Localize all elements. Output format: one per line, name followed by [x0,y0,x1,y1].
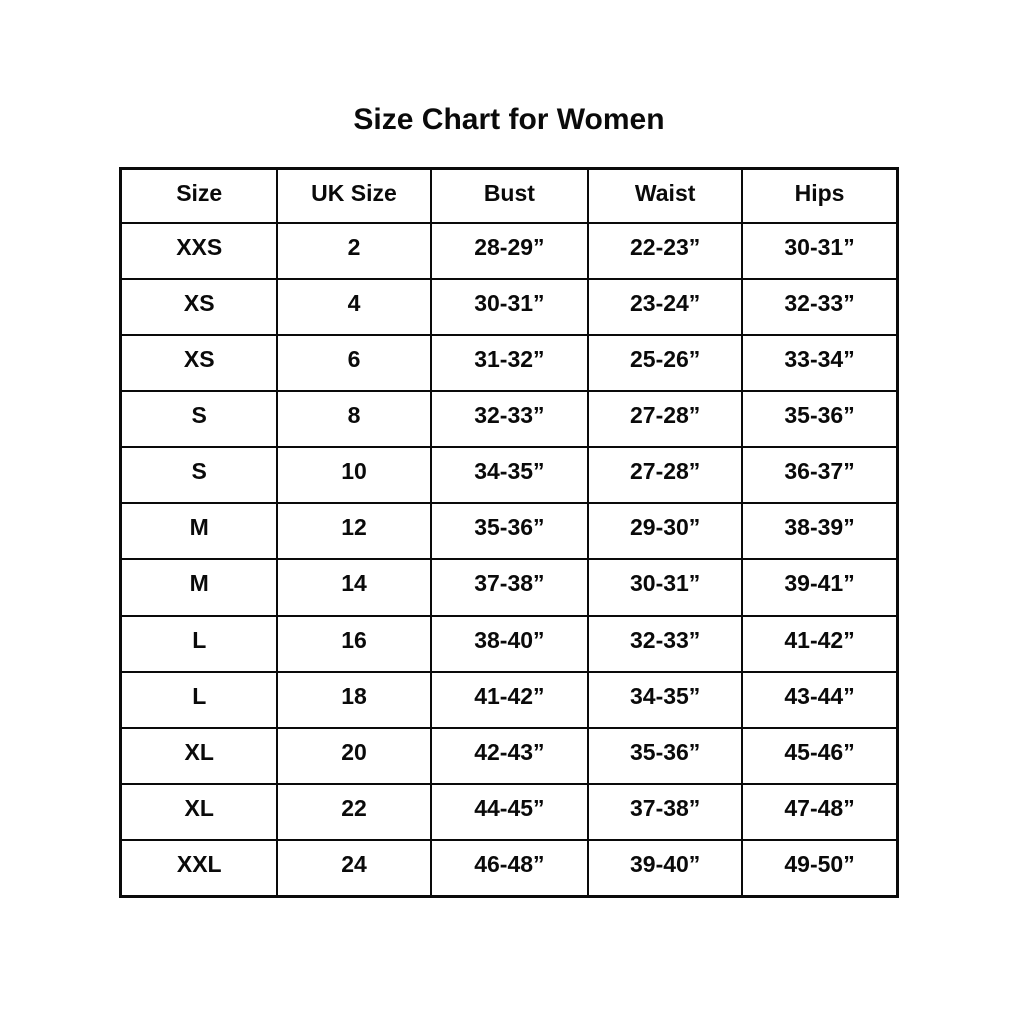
cell-bust: 37-38” [431,559,589,615]
cell-uk: 18 [277,672,430,728]
cell-size: XL [121,784,278,840]
column-header-size: Size [121,169,278,223]
cell-bust: 32-33” [431,391,589,447]
cell-bust: 46-48” [431,840,589,896]
table-row [121,840,898,896]
cell-size: XXS [121,223,278,279]
cell-waist: 29-30” [588,503,742,559]
table-row [121,279,898,335]
cell-size: S [121,447,278,503]
cell-hips: 41-42” [742,616,897,672]
table-row [121,728,898,784]
cell-hips: 47-48” [742,784,897,840]
cell-bust: 31-32” [431,335,589,391]
cell-hips: 43-44” [742,672,897,728]
cell-bust: 42-43” [431,728,589,784]
table-row [121,335,898,391]
table-row [121,616,898,672]
cell-waist: 22-23” [588,223,742,279]
table-row [121,503,898,559]
column-header-uk-size: UK Size [277,169,430,223]
cell-uk: 16 [277,616,430,672]
cell-uk: 22 [277,784,430,840]
column-header-waist: Waist [588,169,742,223]
cell-hips: 33-34” [742,335,897,391]
cell-size: L [121,616,278,672]
cell-size: XS [121,335,278,391]
cell-uk: 12 [277,503,430,559]
cell-waist: 34-35” [588,672,742,728]
cell-uk: 6 [277,335,430,391]
cell-waist: 35-36” [588,728,742,784]
column-header-bust: Bust [431,169,589,223]
cell-hips: 39-41” [742,559,897,615]
size-chart-table [119,167,899,898]
cell-hips: 38-39” [742,503,897,559]
cell-waist: 25-26” [588,335,742,391]
cell-size: XL [121,728,278,784]
cell-waist: 27-28” [588,447,742,503]
cell-hips: 32-33” [742,279,897,335]
cell-waist: 30-31” [588,559,742,615]
cell-uk: 24 [277,840,430,896]
cell-bust: 34-35” [431,447,589,503]
table-row [121,784,898,840]
cell-uk: 14 [277,559,430,615]
column-header-hips: Hips [742,169,897,223]
cell-hips: 49-50” [742,840,897,896]
cell-waist: 37-38” [588,784,742,840]
page-title: Size Chart for Women [353,103,665,136]
cell-size: L [121,672,278,728]
cell-uk: 4 [277,279,430,335]
cell-size: S [121,391,278,447]
cell-waist: 39-40” [588,840,742,896]
cell-uk: 8 [277,391,430,447]
cell-waist: 23-24” [588,279,742,335]
table-row [121,223,898,279]
cell-size: M [121,503,278,559]
cell-bust: 35-36” [431,503,589,559]
cell-uk: 20 [277,728,430,784]
cell-bust: 44-45” [431,784,589,840]
cell-waist: 32-33” [588,616,742,672]
cell-uk: 2 [277,223,430,279]
cell-waist: 27-28” [588,391,742,447]
table-row [121,559,898,615]
cell-size: XXL [121,840,278,896]
table-row [121,672,898,728]
cell-hips: 45-46” [742,728,897,784]
cell-size: XS [121,279,278,335]
cell-bust: 41-42” [431,672,589,728]
cell-size: M [121,559,278,615]
cell-bust: 30-31” [431,279,589,335]
table-row [121,447,898,503]
cell-bust: 38-40” [431,616,589,672]
cell-hips: 35-36” [742,391,897,447]
cell-hips: 30-31” [742,223,897,279]
table-row [121,391,898,447]
cell-hips: 36-37” [742,447,897,503]
cell-bust: 28-29” [431,223,589,279]
cell-uk: 10 [277,447,430,503]
table-header-row [121,169,898,223]
